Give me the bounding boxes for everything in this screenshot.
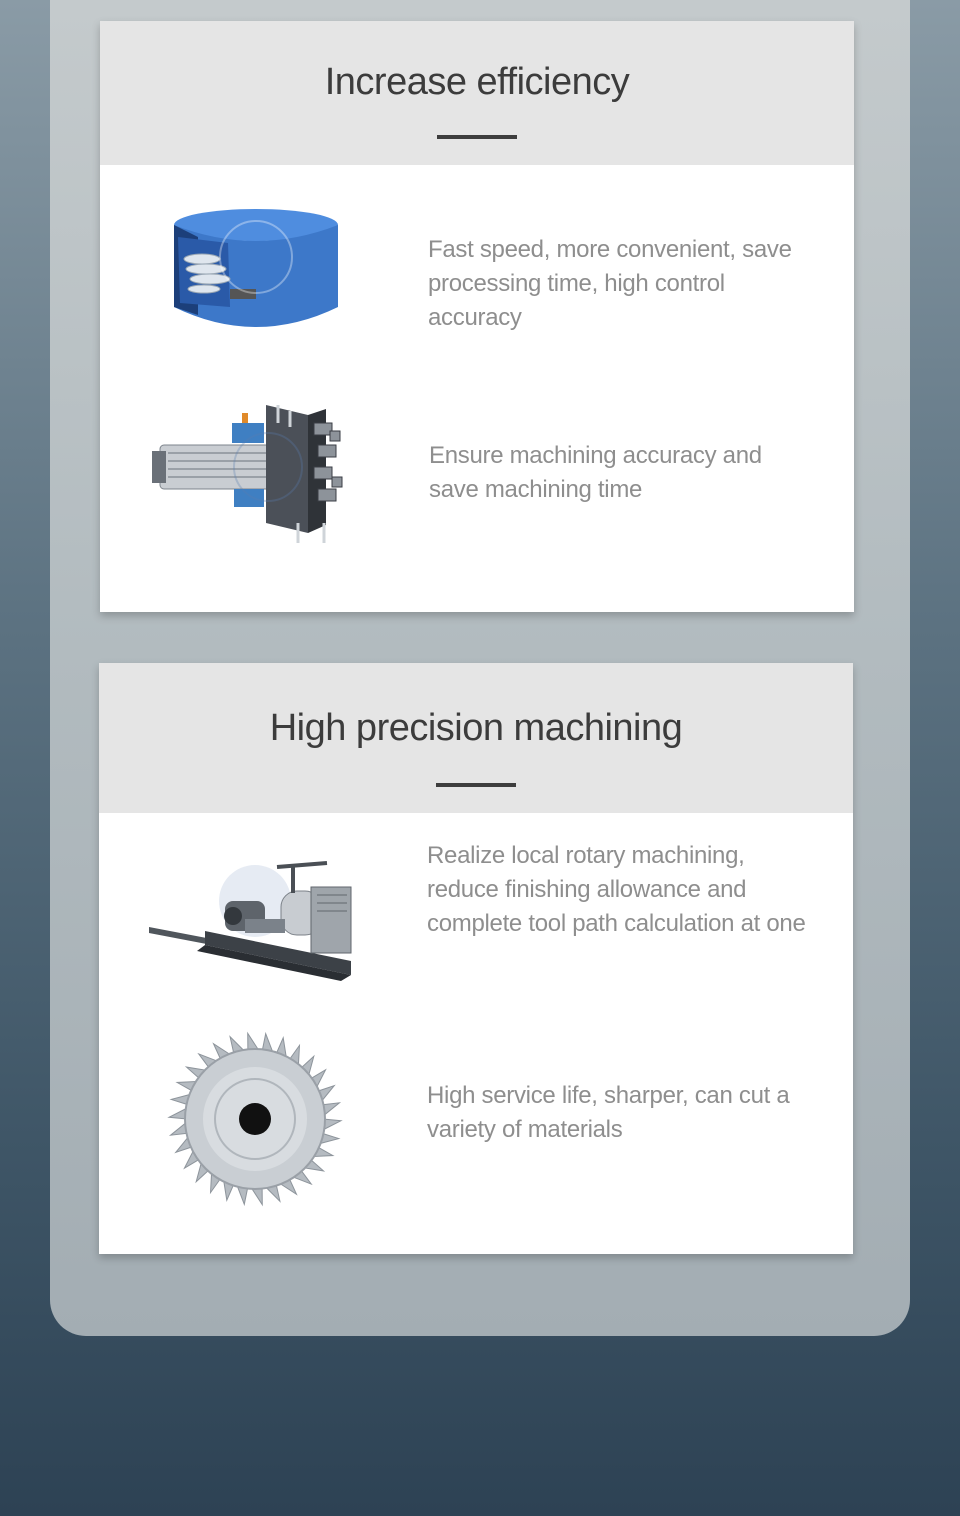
section-title: High precision machining (269, 707, 683, 749)
feature-description: Fast speed, more convenient, save processing time, high control accuracy (428, 236, 792, 331)
spindle-drill-head-icon (148, 393, 388, 563)
feature-description: High service life, sharper, can cut a variety of materials (427, 1082, 790, 1143)
card-header (100, 21, 854, 165)
tool-magazine-icon (168, 197, 408, 367)
title-underline (436, 783, 516, 787)
increase-efficiency-card (100, 21, 854, 612)
feature-description: Ensure machining accuracy and save machining time (429, 442, 762, 503)
section-title: Increase efficiency (324, 61, 630, 103)
saw-blade-icon (165, 1029, 405, 1199)
rotary-axis-icon (145, 861, 385, 1031)
title-underline (437, 135, 517, 139)
feature-description: Realize local rotary machining, reduce finishing allowance and complete tool path calculation at one (427, 842, 806, 937)
high-precision-machining-card (99, 663, 853, 1254)
card-header (99, 663, 853, 813)
